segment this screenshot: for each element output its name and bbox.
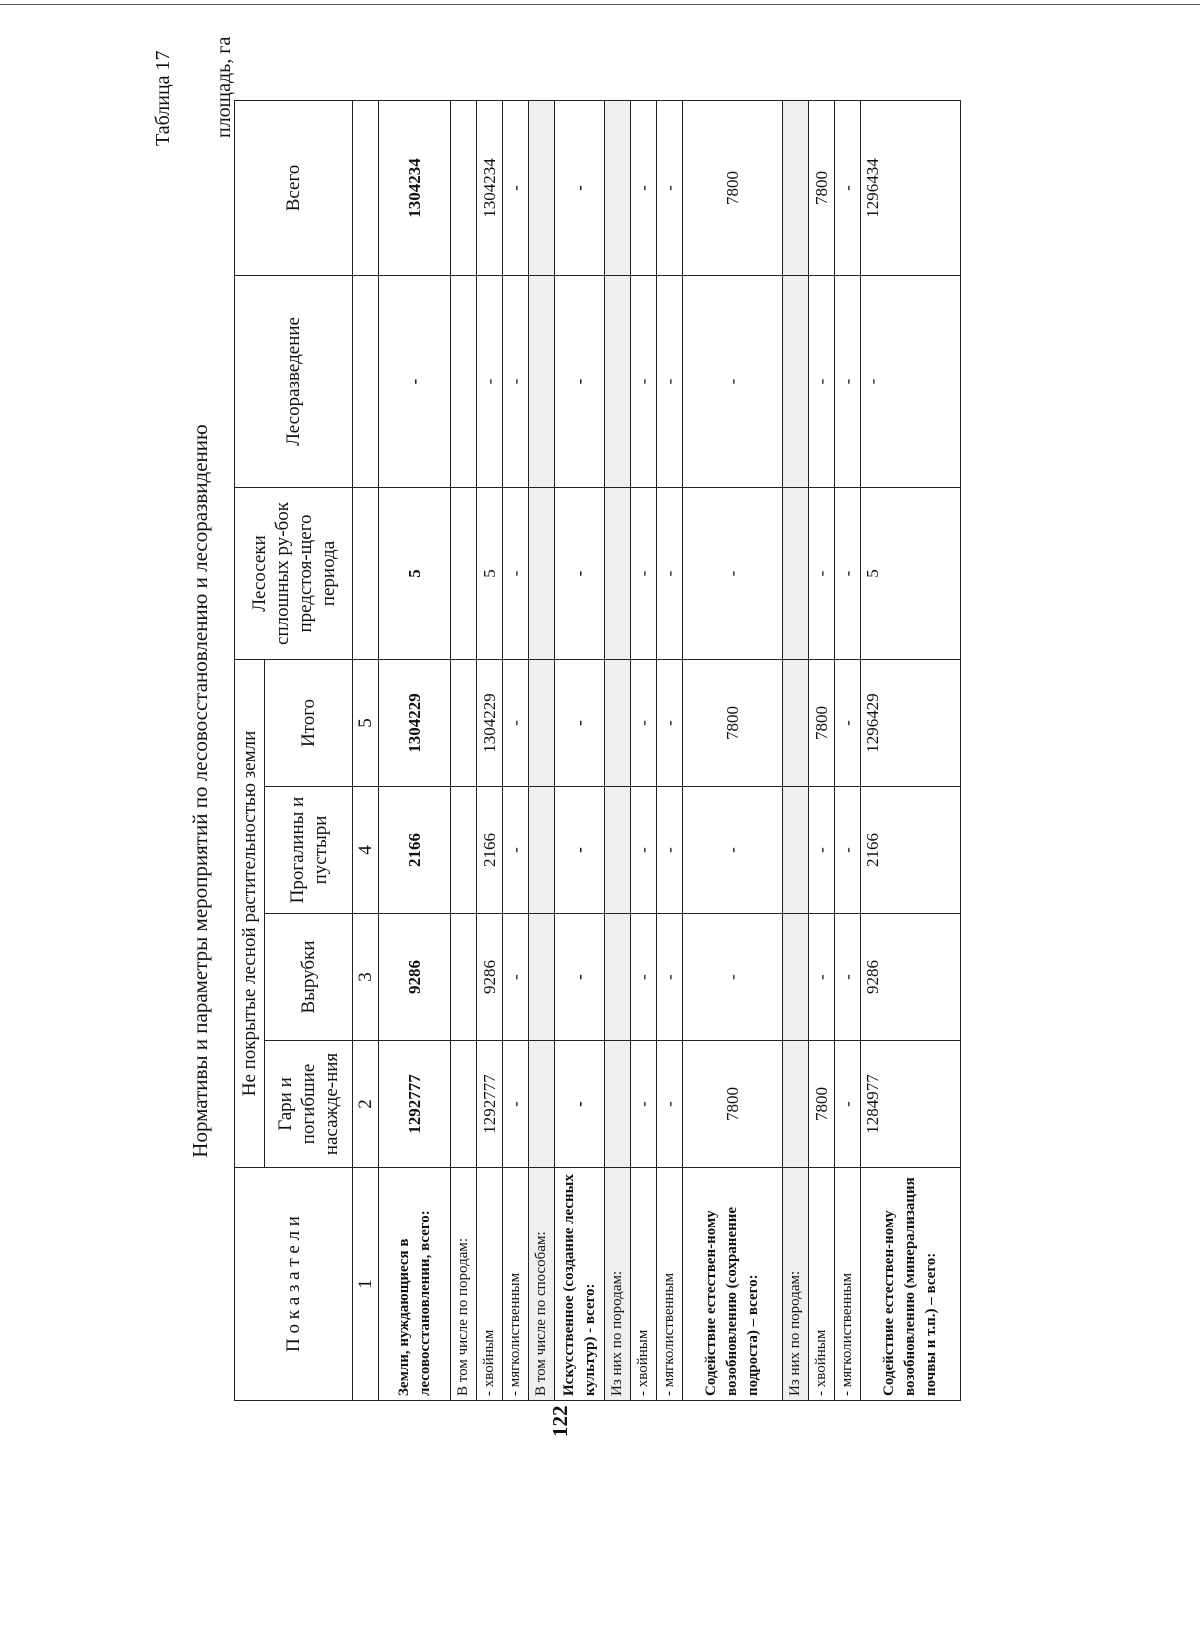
norms-table bbox=[234, 100, 961, 1401]
cell-vsego bbox=[451, 101, 477, 276]
cell-vsego: 7800 bbox=[683, 101, 783, 276]
table-row bbox=[529, 101, 555, 1401]
col-number: 1 bbox=[353, 1168, 379, 1401]
page-edge-line bbox=[0, 4, 1200, 5]
table-row bbox=[657, 101, 683, 1401]
cell-progaliny: - bbox=[555, 787, 605, 914]
cell-lesoseki: - bbox=[835, 488, 861, 660]
cell-itogo: - bbox=[555, 660, 605, 787]
cell-lesorazvedenie: - bbox=[657, 276, 683, 488]
header-lesoseki: Лесосеки сплошных ру-бок предстоя-щего периода bbox=[235, 488, 353, 660]
cell-progaliny: 2166 bbox=[379, 787, 451, 914]
cell-progaliny: - bbox=[835, 787, 861, 914]
row-label: - мягколиственным bbox=[503, 1168, 529, 1401]
cell-itogo bbox=[451, 660, 477, 787]
header-vyrubki: Вырубки bbox=[265, 914, 353, 1041]
row-label: - хвойным bbox=[809, 1168, 835, 1401]
cell-vyrubki: - bbox=[657, 914, 683, 1041]
cell-vyrubki: 9286 bbox=[861, 914, 961, 1041]
cell-gari: 7800 bbox=[809, 1041, 835, 1168]
cell-gari: 1284977 bbox=[861, 1041, 961, 1168]
table-row bbox=[861, 101, 961, 1401]
cell-progaliny bbox=[451, 787, 477, 914]
cell-progaliny bbox=[783, 787, 809, 914]
cell-vsego: - bbox=[555, 101, 605, 276]
cell-progaliny: - bbox=[683, 787, 783, 914]
cell-itogo bbox=[529, 660, 555, 787]
cell-vsego: - bbox=[503, 101, 529, 276]
cell-lesorazvedenie bbox=[451, 276, 477, 488]
cell-vsego: 1296434 bbox=[861, 101, 961, 276]
cell-lesoseki bbox=[451, 488, 477, 660]
cell-vsego bbox=[605, 101, 631, 276]
cell-gari: - bbox=[835, 1041, 861, 1168]
table-row bbox=[631, 101, 657, 1401]
cell-vyrubki bbox=[529, 914, 555, 1041]
cell-lesorazvedenie bbox=[783, 276, 809, 488]
cell-lesoseki: - bbox=[555, 488, 605, 660]
row-label: В том числе по породам: bbox=[451, 1168, 477, 1401]
header-itogo: Итого bbox=[265, 660, 353, 787]
header-progaliny: Прогалины и пустыри bbox=[265, 787, 353, 914]
cell-gari: - bbox=[503, 1041, 529, 1168]
cell-gari: - bbox=[555, 1041, 605, 1168]
table-number: Таблица 17 bbox=[152, 50, 174, 146]
cell-lesoseki: - bbox=[631, 488, 657, 660]
cell-lesoseki: 5 bbox=[861, 488, 961, 660]
row-label: Из них по породам: bbox=[783, 1168, 809, 1401]
cell-itogo bbox=[605, 660, 631, 787]
cell-lesorazvedenie: - bbox=[809, 276, 835, 488]
cell-lesoseki: 5 bbox=[379, 488, 451, 660]
col-number: 4 bbox=[353, 787, 379, 914]
cell-vyrubki: 9286 bbox=[477, 914, 503, 1041]
cell-vyrubki bbox=[605, 914, 631, 1041]
page-number: 122 bbox=[548, 1405, 572, 1437]
header-gari: Гари и погибшие насажде-ния bbox=[265, 1041, 353, 1168]
table-row bbox=[783, 101, 809, 1401]
header-vsego: Всего bbox=[235, 101, 353, 276]
cell-gari bbox=[783, 1041, 809, 1168]
cell-itogo bbox=[783, 660, 809, 787]
cell-vyrubki: 9286 bbox=[379, 914, 451, 1041]
cell-progaliny: - bbox=[631, 787, 657, 914]
cell-vyrubki bbox=[451, 914, 477, 1041]
cell-progaliny: - bbox=[657, 787, 683, 914]
row-label: Из них по породам: bbox=[605, 1168, 631, 1401]
cell-gari: 7800 bbox=[683, 1041, 783, 1168]
cell-vyrubki: - bbox=[683, 914, 783, 1041]
cell-vyrubki: - bbox=[555, 914, 605, 1041]
row-label: Искусственное (создание лесных культур) - всего: bbox=[555, 1168, 605, 1401]
col-number: 3 bbox=[353, 914, 379, 1041]
cell-vyrubki: - bbox=[809, 914, 835, 1041]
row-label: - мягколиственным bbox=[657, 1168, 683, 1401]
table-row bbox=[809, 101, 835, 1401]
cell-lesoseki: - bbox=[657, 488, 683, 660]
table-row bbox=[605, 101, 631, 1401]
cell-lesoseki bbox=[605, 488, 631, 660]
cell-lesorazvedenie: - bbox=[379, 276, 451, 488]
cell-itogo: 1304229 bbox=[477, 660, 503, 787]
col-number bbox=[353, 276, 379, 488]
cell-vyrubki: - bbox=[835, 914, 861, 1041]
table-row bbox=[555, 101, 605, 1401]
cell-vsego bbox=[783, 101, 809, 276]
cell-gari bbox=[451, 1041, 477, 1168]
table-row bbox=[379, 101, 451, 1401]
table-row bbox=[683, 101, 783, 1401]
col-number bbox=[353, 488, 379, 660]
cell-progaliny: - bbox=[503, 787, 529, 914]
row-label: - мягколиственным bbox=[835, 1168, 861, 1401]
cell-lesorazvedenie: - bbox=[835, 276, 861, 488]
header-indicator: П о к а з а т е л и bbox=[235, 1168, 353, 1401]
cell-progaliny: - bbox=[809, 787, 835, 914]
cell-lesorazvedenie: - bbox=[631, 276, 657, 488]
cell-itogo: - bbox=[631, 660, 657, 787]
cell-lesorazvedenie bbox=[529, 276, 555, 488]
cell-lesoseki bbox=[529, 488, 555, 660]
cell-gari: - bbox=[657, 1041, 683, 1168]
cell-vsego bbox=[529, 101, 555, 276]
cell-itogo: - bbox=[503, 660, 529, 787]
cell-lesoseki: - bbox=[809, 488, 835, 660]
cell-lesoseki: - bbox=[683, 488, 783, 660]
cell-lesoseki: 5 bbox=[477, 488, 503, 660]
cell-gari bbox=[529, 1041, 555, 1168]
table-row bbox=[835, 101, 861, 1401]
cell-itogo: 1296429 bbox=[861, 660, 961, 787]
cell-lesorazvedenie: - bbox=[555, 276, 605, 488]
row-label: - хвойным bbox=[477, 1168, 503, 1401]
row-label: Содействие естествен-ному возобновлению (сохранение подроста) – всего: bbox=[683, 1168, 783, 1401]
cell-itogo: 7800 bbox=[683, 660, 783, 787]
cell-vsego: 1304234 bbox=[477, 101, 503, 276]
document-title: Нормативы и параметры мероприятий по лесовосстановлению и лесоразвидению bbox=[188, 424, 212, 1158]
cell-itogo: 7800 bbox=[809, 660, 835, 787]
cell-lesorazvedenie: - bbox=[503, 276, 529, 488]
cell-lesorazvedenie: - bbox=[861, 276, 961, 488]
col-number: 2 bbox=[353, 1041, 379, 1168]
cell-gari: 1292777 bbox=[379, 1041, 451, 1168]
header-group: Не покрытые лесной растительностью земли bbox=[235, 660, 265, 1168]
cell-lesorazvedenie: - bbox=[477, 276, 503, 488]
cell-vsego: - bbox=[657, 101, 683, 276]
cell-gari: - bbox=[631, 1041, 657, 1168]
cell-vyrubki: - bbox=[503, 914, 529, 1041]
cell-vyrubki: - bbox=[631, 914, 657, 1041]
cell-lesoseki bbox=[783, 488, 809, 660]
header-lesorazvedenie: Лесоразведение bbox=[235, 276, 353, 488]
table-row bbox=[503, 101, 529, 1401]
row-label: Содействие естествен-ному возобновлению (минерализация почвы и т.п.) – всего: bbox=[861, 1168, 961, 1401]
table-row bbox=[477, 101, 503, 1401]
row-label: Земли, нуждающиеся в лесовосстановлении, всего: bbox=[379, 1168, 451, 1401]
cell-gari: 1292777 bbox=[477, 1041, 503, 1168]
cell-lesorazvedenie: - bbox=[683, 276, 783, 488]
cell-vsego: 7800 bbox=[809, 101, 835, 276]
unit-label: площадь, га bbox=[213, 36, 235, 138]
cell-progaliny: 2166 bbox=[861, 787, 961, 914]
cell-gari bbox=[605, 1041, 631, 1168]
row-label: - хвойным bbox=[631, 1168, 657, 1401]
cell-itogo: - bbox=[657, 660, 683, 787]
cell-vsego: - bbox=[631, 101, 657, 276]
cell-progaliny bbox=[605, 787, 631, 914]
cell-itogo: 1304229 bbox=[379, 660, 451, 787]
cell-lesoseki: - bbox=[503, 488, 529, 660]
col-number bbox=[353, 101, 379, 276]
cell-lesorazvedenie bbox=[605, 276, 631, 488]
cell-vyrubki bbox=[783, 914, 809, 1041]
col-number: 5 bbox=[353, 660, 379, 787]
row-label: В том числе по способам: bbox=[529, 1168, 555, 1401]
cell-vsego: - bbox=[835, 101, 861, 276]
table-row bbox=[451, 101, 477, 1401]
cell-progaliny bbox=[529, 787, 555, 914]
cell-vsego: 1304234 bbox=[379, 101, 451, 276]
cell-itogo: - bbox=[835, 660, 861, 787]
cell-progaliny: 2166 bbox=[477, 787, 503, 914]
